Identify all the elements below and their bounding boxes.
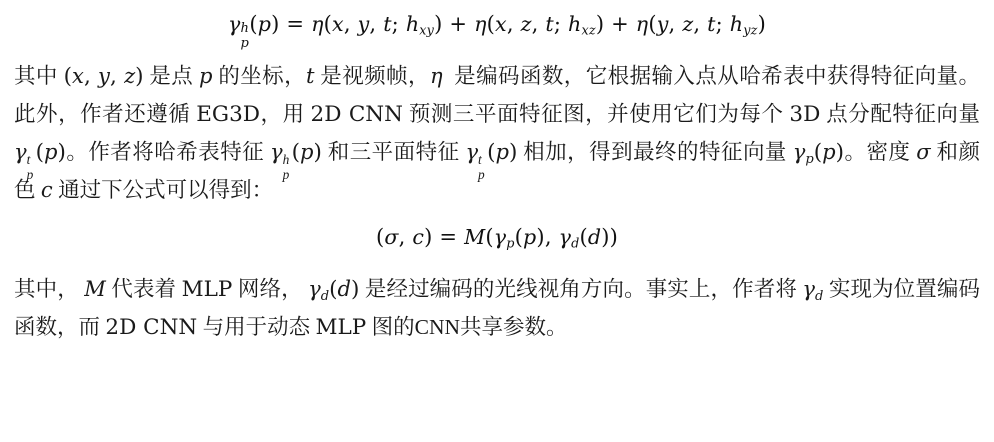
paragraph-two: 其中， M 代表着 MLP 网络， $\gamma_d(d)$ 是经过编码的光线视角方向。事实上，作者将 $\gamma_d$ 实现为位置编码函数，而 2D CNN 与用于动态 MLP 图的CNN共享参数。 — [14, 275, 980, 340]
equation-density-color: (σ, $c) = M(\gamma_p(p)$, $\gamma_d(d)$) — [375, 224, 619, 252]
paragraph-one: 其中 (x, y, z) 是点 p 的坐标，t 是视频帧，η 是编码函数，它根据输入点从哈希表中获得特征向量。此外，作者还遵循 EG3D，用 2D CNN 预测三平面特征图，并使用它们为每个 3D 点分配特征向量γ t p (p)。作者将哈希表特征 γ h p (p) 和三平面特征 γ t p (p) 相加，得到最终的特征向量 $\gamma_p(p)$。密度 σ 和颜色 c 通过下公式可以得到： — [14, 63, 980, 202]
equation-hash-feature: γ h p (p) = η(x, y, t; $h_{xy}) + \eta(x$, z, t; $h_{xz}) + \eta(y$, z, t; $h_{yz}$) — [228, 12, 766, 51]
paper-excerpt-page — [0, 12, 994, 442]
